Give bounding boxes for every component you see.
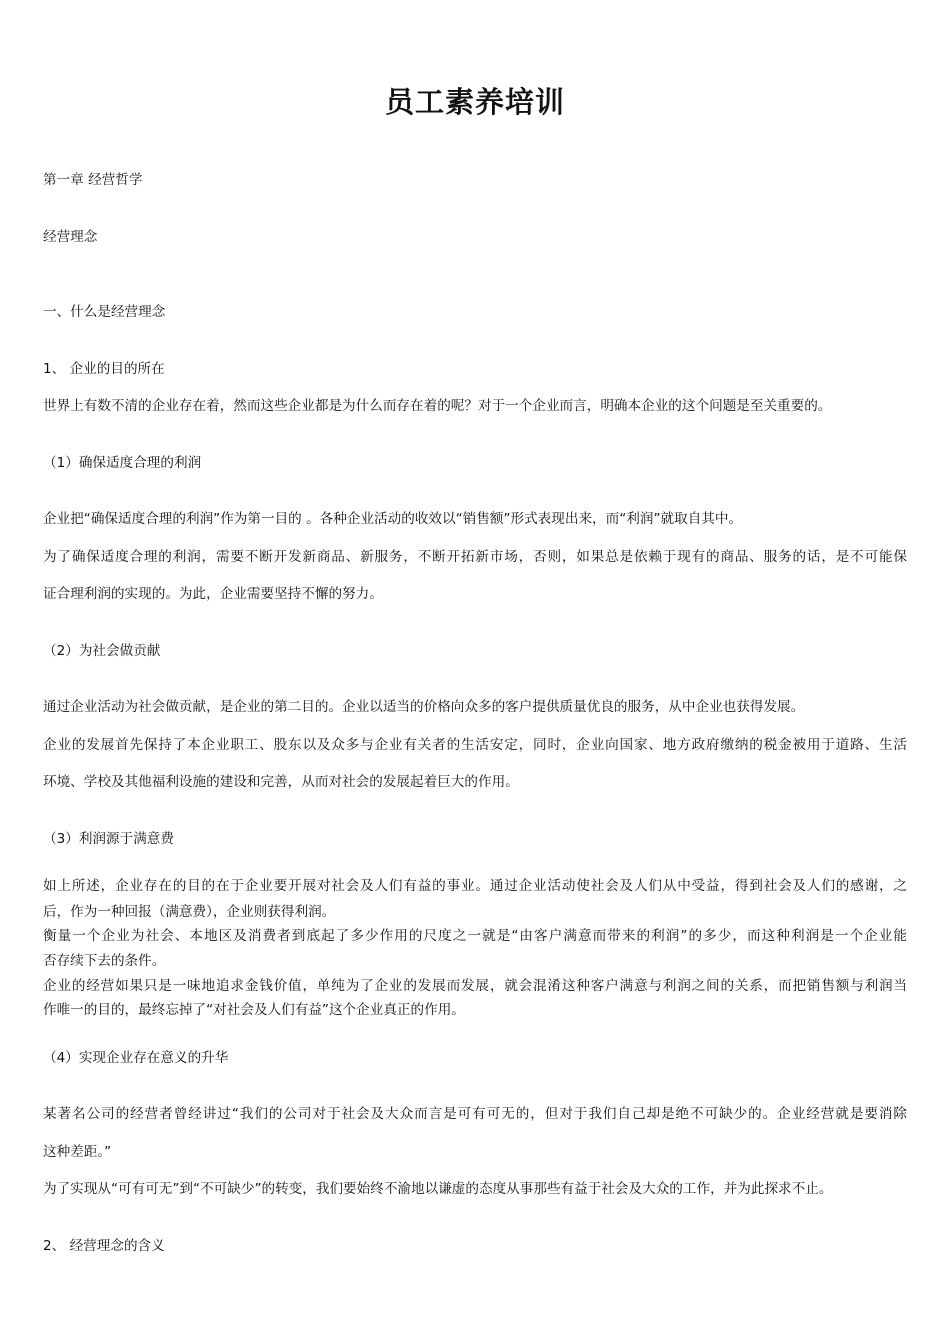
paragraph-line: 世界上有数不清的企业存在着，然而这些企业都是为什么而存在着的呢？对于一个企业而言，明确本企业的这个问题是至关重要的。 [43,398,832,414]
numbered-heading: 2、 经营理念的含义 [43,1238,165,1254]
paragraph-line: 通过企业活动为社会做贡献，是企业的第二目的。企业以适当的价格向众多的客户提供质量优良的服务，从中企业也获得发展。 [43,699,805,715]
paragraph-line: 否存续下去的条件。 [43,953,166,969]
paragraph-line: 企业的经营如果只是一味地追求金钱价值，单纯为了企业的发展而发展，就会混淆这种客户满意与利润之间的关系，而把销售额与利润当 [43,978,907,994]
paragraph-line: 作唯一的目的，最终忘掉了“对社会及人们有益”这个企业真正的作用。 [43,1002,465,1018]
item-heading: （2）为社会做贡献 [43,643,161,659]
numbered-heading: 1、 企业的目的所在 [43,361,165,377]
subsection-heading: 一、什么是经营理念 [43,304,166,320]
paragraph-line: 为了确保适度合理的利润，需要不断开发新商品、新服务，不断开拓新市场，否则，如果总是依赖于现有的商品、服务的话，是不可能保 [43,549,907,565]
paragraph-line: 某著名公司的经营者曾经讲过“我们的公司对于社会及大众而言是可有可无的，但对于我们自己却是绝不可缺少的。企业经营就是要消除 [43,1106,907,1122]
paragraph-line: 后，作为一种回报（满意费），企业则获得利润。 [43,904,336,920]
paragraph-line: 企业把“确保适度合理的利润”作为第一目的 。各种企业活动的收效以“销售额”形式表现出来，而“利润”就取自其中。 [43,511,743,527]
paragraph-line: 衡量一个企业为社会、本地区及消费者到底起了多少作用的尺度之一就是“由客户满意而带来的利润”的多少，而这种利润是一个企业能 [43,928,907,944]
item-heading: （3）利润源于满意费 [43,831,174,847]
document-title: 员工素养培训 [384,85,565,119]
paragraph-line: 环境、学校及其他福利设施的建设和完善，从而对社会的发展起着巨大的作用。 [43,774,519,790]
paragraph-line: 证合理利润的实现的。为此，企业需要坚持不懈的努力。 [43,586,383,602]
paragraph-line: 企业的发展首先保持了本企业职工、股东以及众多与企业有关者的生活安定，同时，企业向国家、地方政府缴纳的税金被用于道路、生活 [43,737,907,753]
item-heading: （4）实现企业存在意义的升华 [43,1050,229,1066]
paragraph-line: 这种差距。” [43,1144,112,1160]
paragraph-line: 如上所述，企业存在的目的在于企业要开展对社会及人们有益的事业。通过企业活动使社会及人们从中受益，得到社会及人们的感谢，之 [43,878,907,894]
chapter-heading: 第一章 经营哲学 [43,172,143,188]
section-heading: 经营理念 [43,229,98,245]
paragraph-line: 为了实现从“可有可无”到“不可缺少”的转变，我们要始终不渝地以谦虚的态度从事那些有益于社会及大众的工作，并为此探求不止。 [43,1181,833,1197]
item-heading: （1）确保适度合理的利润 [43,455,202,471]
